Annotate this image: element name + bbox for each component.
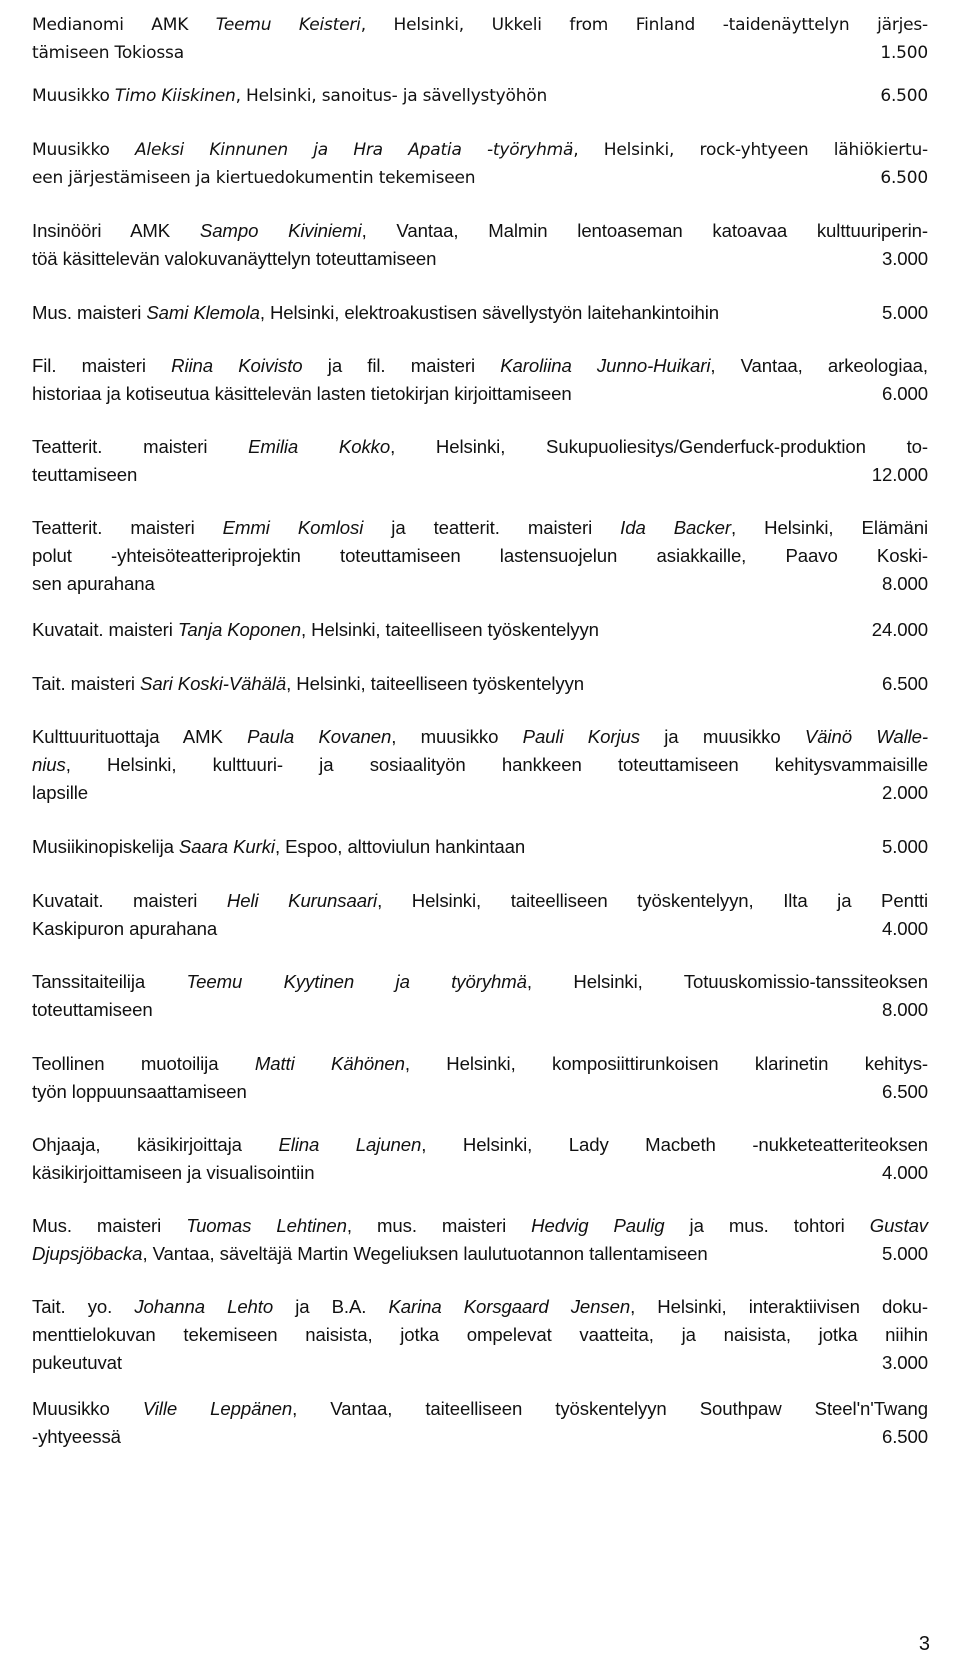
entry-text: , muusikko (391, 726, 523, 747)
grant-entry (32, 433, 928, 489)
recipient-name: Tanja Koponen (177, 619, 301, 640)
grant-amount: 5.000 (881, 302, 928, 323)
entry-line (32, 616, 928, 644)
entry-text: Fil. maisteri (32, 355, 172, 376)
entry-text: , Vantaa, säveltäjä Martin Wegeliuksen laulutuotannon tallentamiseen (142, 1243, 708, 1264)
entry-text: , Helsinki, taiteelliseen työskentelyyn (301, 619, 599, 640)
entry-text: , Helsinki, taiteelliseen työskentelyyn, Ilta ja Pentti (377, 890, 928, 911)
entry-line (32, 433, 928, 461)
entry-line (32, 136, 928, 164)
entry-text: toteuttamiseen (32, 999, 153, 1020)
entry-text: polut -yhteisöteatteriprojektin toteuttamiseen lastensuojelun asiakkaille, Paavo Koski- (32, 545, 928, 566)
recipient-name: Djupsjöbacka (32, 1243, 143, 1264)
grant-amount: 8.000 (881, 999, 928, 1020)
entry-text: , Helsinki, interaktiivisen doku- (630, 1296, 928, 1317)
entry-line (32, 164, 928, 192)
entry-text: Tait. yo. (32, 1296, 135, 1317)
entry-text: Mus. maisteri (32, 1215, 187, 1236)
entry-line (32, 1078, 928, 1106)
entry-text: Musiikinopiskelija (32, 836, 179, 857)
entry-line (32, 461, 928, 489)
grant-entry (32, 887, 928, 943)
grant-entry (32, 1212, 928, 1268)
grant-amount: 8.000 (881, 573, 928, 594)
grant-entry (32, 299, 928, 327)
entry-text: sen apurahana (32, 573, 155, 594)
entry-text: , Helsinki, sanoitus- ja sävellystyöhön (235, 86, 548, 106)
recipient-name: Gustav (869, 1215, 929, 1236)
grant-amount: 6.000 (881, 383, 928, 404)
grant-amount: 6.500 (881, 1081, 928, 1102)
entry-text: , mus. maisteri (346, 1215, 532, 1236)
entry-text: teuttamiseen (32, 464, 138, 485)
entry-text: , Helsinki, Ukkeli from Finland -taidenäyttelyn järjes- (360, 15, 928, 35)
entry-text: , Helsinki, Lady Macbeth -nukketeatteriteoksen (421, 1134, 928, 1155)
entry-line (32, 996, 928, 1024)
entry-text: , Helsinki, komposiittirunkoisen klarinetin kehitys- (404, 1053, 928, 1074)
entry-line (32, 514, 928, 542)
entry-line (32, 11, 928, 39)
entry-line (32, 380, 928, 408)
entry-line (32, 352, 928, 380)
recipient-name: Aleksi Kinnunen ja Hra Apatia -työryhmä (135, 140, 574, 160)
entry-text: , Helsinki, Sukupuoliesitys/Genderfuck-produktion to- (390, 436, 928, 457)
recipient-name: Paula Kovanen (247, 726, 392, 747)
entry-line (32, 1321, 928, 1349)
recipient-name: Emmi Komlosi (222, 517, 364, 538)
entry-line (32, 670, 928, 698)
entry-text: ja mus. tohtori (664, 1215, 870, 1236)
entry-line (32, 570, 928, 598)
entry-line (32, 82, 928, 110)
recipient-name: Sampo Kiviniemi (199, 220, 362, 241)
entry-line (32, 1050, 928, 1078)
entry-line (32, 833, 928, 861)
recipient-name: Ida Backer (620, 517, 732, 538)
entry-text: menttielokuvan tekemiseen naisista, jotka ompelevat vaatteita, ja naisista, jotka niihin (32, 1324, 928, 1345)
entry-text: historiaa ja kotiseutua käsittelevän lasten tietokirjan kirjoittamiseen (32, 383, 572, 404)
entry-line (32, 968, 928, 996)
entry-line (32, 299, 928, 327)
recipient-name: Riina Koivisto (171, 355, 303, 376)
entry-text: käsikirjoittamiseen ja visualisointiin (32, 1162, 315, 1183)
entry-line (32, 1423, 928, 1451)
recipient-name: Elina Lajunen (278, 1134, 422, 1155)
grant-amount: 4.000 (881, 918, 928, 939)
entry-text: -yhtyeessä (32, 1426, 121, 1447)
entry-text: , Helsinki, kulttuuri- ja sosiaalityön hankkeen toteuttamiseen kehitysvammaisille (65, 754, 928, 775)
entry-text: Mus. maisteri (32, 302, 147, 323)
grant-amount: 3.000 (881, 248, 928, 269)
grant-entry (32, 616, 928, 644)
grant-amount: 4.000 (881, 1162, 928, 1183)
entry-line (32, 1395, 928, 1423)
recipient-name: Karina Korsgaard Jensen (388, 1296, 631, 1317)
page-number: 3 (918, 1633, 930, 1655)
entry-text: , Vantaa, taiteelliseen työskentelyyn Southpaw Steel'n'Twang (292, 1398, 928, 1419)
entry-text: Muusikko (32, 86, 115, 106)
grant-amount: 6.500 (880, 168, 928, 188)
entry-text: ja muusikko (639, 726, 805, 747)
grant-amount: 2.000 (881, 782, 928, 803)
entry-text: lapsille (32, 782, 89, 803)
grant-entry (32, 352, 928, 408)
recipient-name: Matti Kähönen (254, 1053, 405, 1074)
grant-amount: 12.000 (871, 464, 928, 485)
recipient-name: Karoliina Junno-Huikari (500, 355, 711, 376)
entry-text: Tanssitaiteilija (32, 971, 187, 992)
entry-text: , Helsinki, Totuuskomissio-tanssiteoksen (526, 971, 929, 992)
grant-entry (32, 723, 928, 807)
entry-text: Teatterit. maisteri (32, 517, 223, 538)
entry-line (32, 1240, 928, 1268)
recipient-name: Teemu Kyytinen ja työryhmä (186, 971, 527, 992)
entry-text: een järjestämiseen ja kiertuedokumentin tekemiseen (32, 168, 476, 188)
grant-amount: 1.500 (880, 43, 928, 63)
entry-line (32, 1212, 928, 1240)
entry-line (32, 779, 928, 807)
entry-text: , Helsinki, Elämäni (731, 517, 928, 538)
recipient-name: Ville Leppänen (142, 1398, 293, 1419)
grant-amount: 24.000 (871, 619, 928, 640)
entry-line (32, 1159, 928, 1187)
entry-text: ja fil. maisteri (302, 355, 501, 376)
entry-text: ja teatterit. maisteri (363, 517, 621, 538)
recipient-name: Sari Koski-Vähälä (140, 673, 287, 694)
recipient-name: Pauli Korjus (522, 726, 640, 747)
entry-text: Medianomi AMK (32, 15, 216, 35)
entry-text: , Vantaa, Malmin lentoaseman katoavaa kulttuuriperin- (361, 220, 928, 241)
entry-text: , Helsinki, rock-yhtyeen lähiökiertu- (573, 140, 928, 160)
entry-line (32, 1349, 928, 1377)
entry-line (32, 915, 928, 943)
entry-text: Muusikko (32, 140, 135, 160)
entry-text: , Helsinki, elektroakustisen sävellystyön laitehankintoihin (259, 302, 720, 323)
grant-entry (32, 1050, 928, 1106)
grant-entry (32, 1131, 928, 1187)
grant-amount: 5.000 (881, 1243, 928, 1264)
entry-text: ja B.A. (273, 1296, 389, 1317)
recipient-name: Saara Kurki (178, 836, 275, 857)
recipient-name: Sami Klemola (146, 302, 260, 323)
recipient-name: Johanna Lehto (134, 1296, 274, 1317)
grant-entry (32, 1293, 928, 1377)
grant-amount: 5.000 (881, 836, 928, 857)
recipient-name: Tuomas Lehtinen (186, 1215, 347, 1236)
recipient-name: Timo Kiiskinen (114, 86, 236, 106)
grant-entry (32, 514, 928, 598)
entry-text: tämiseen Tokiossa (32, 43, 184, 63)
grant-entry (32, 1395, 928, 1451)
grant-entry (32, 968, 928, 1024)
entry-text: pukeutuvat (32, 1352, 122, 1373)
entry-text: , Helsinki, taiteelliseen työskentelyyn (286, 673, 585, 694)
entry-text: Tait. maisteri (32, 673, 141, 694)
entry-text: Kuvatait. maisteri (32, 619, 178, 640)
entry-text: , Vantaa, arkeologiaa, (710, 355, 928, 376)
recipient-name: Teemu Keisteri (215, 15, 361, 35)
entry-text: työn loppuunsaattamiseen (32, 1081, 247, 1102)
entry-text: Kulttuurituottaja AMK (32, 726, 248, 747)
grant-amount: 6.500 (881, 673, 928, 694)
recipient-name: Heli Kurunsaari (226, 890, 378, 911)
entry-line (32, 217, 928, 245)
grant-entry (32, 11, 928, 67)
entry-line (32, 751, 928, 779)
entry-text: töä käsittelevän valokuvanäyttelyn toteuttamiseen (32, 248, 437, 269)
entry-line (32, 1131, 928, 1159)
grant-entry (32, 670, 928, 698)
entry-line (32, 39, 928, 67)
grant-entry (32, 136, 928, 192)
grant-entry (32, 833, 928, 861)
entry-line (32, 1293, 928, 1321)
entry-text: , Espoo, alttoviulun hankintaan (274, 836, 526, 857)
entry-text: Teatterit. maisteri (32, 436, 249, 457)
entry-text: Teollinen muotoilija (32, 1053, 255, 1074)
recipient-name: Emilia Kokko (248, 436, 391, 457)
entry-line (32, 245, 928, 273)
entry-text: Insinööri AMK (32, 220, 200, 241)
grant-amount: 6.500 (881, 1426, 928, 1447)
grant-entry (32, 217, 928, 273)
recipient-name: Hedvig Paulig (531, 1215, 665, 1236)
grant-entry (32, 82, 928, 110)
recipient-name: Väinö Walle- (804, 726, 929, 747)
entry-text: Kaskipuron apurahana (32, 918, 218, 939)
entry-line (32, 542, 928, 570)
entry-line (32, 723, 928, 751)
entry-text: Kuvatait. maisteri (32, 890, 227, 911)
grant-amount: 6.500 (880, 86, 928, 106)
entry-line (32, 887, 928, 915)
recipient-name: nius (32, 754, 66, 775)
grant-amount: 3.000 (881, 1352, 928, 1373)
entry-text: Ohjaaja, käsikirjoittaja (32, 1134, 279, 1155)
entry-text: Muusikko (32, 1398, 143, 1419)
